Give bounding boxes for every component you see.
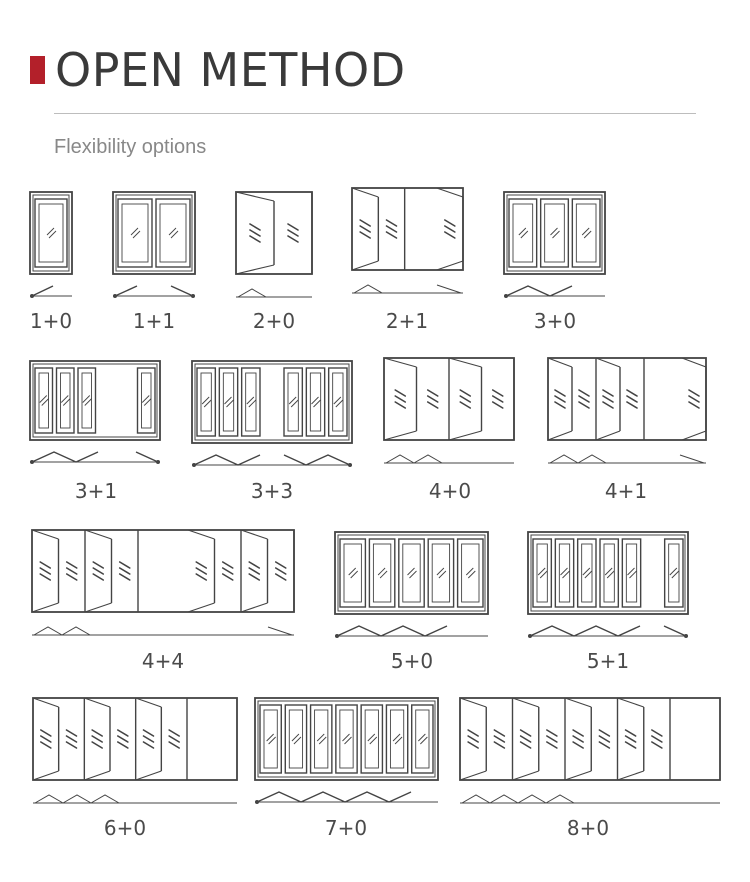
option-1-plus-0 — [30, 192, 72, 333]
option-4-plus-4 — [32, 530, 294, 673]
hinge-dot — [684, 634, 688, 638]
glass-pane — [340, 710, 353, 768]
glass-hatch — [579, 402, 589, 408]
option-5-plus-0 — [335, 532, 488, 673]
glass-pane — [315, 710, 328, 768]
glass-hatch — [493, 390, 503, 396]
panel-fold-edge — [565, 771, 591, 780]
door-frame-inner — [33, 195, 69, 271]
glass-hatch — [493, 402, 503, 408]
glass-hatch — [41, 736, 51, 742]
door-leaf — [306, 368, 324, 436]
panel-fold-edge — [32, 603, 59, 612]
glass-hatch — [689, 390, 699, 396]
glass-hatch — [276, 562, 286, 568]
panel-fold-edge — [236, 265, 274, 274]
panel-fold-edge — [384, 358, 417, 367]
door-frame-inner — [338, 535, 485, 611]
option-1-plus-1 — [113, 192, 195, 333]
glass-hatch — [626, 742, 636, 748]
glass-hatch — [395, 402, 405, 408]
door-leaf — [361, 705, 382, 773]
glass-hatch — [573, 736, 583, 742]
glass-hatch — [92, 736, 102, 742]
glass-hatch — [67, 736, 77, 742]
glass-hatch — [428, 402, 438, 408]
door-leaf — [197, 368, 215, 436]
glass-pane — [576, 204, 596, 262]
glass-hatch — [521, 736, 531, 742]
door-leaf — [138, 368, 156, 433]
glass-hatch — [118, 736, 128, 742]
door-leaf — [555, 539, 573, 607]
glass-hatch — [547, 736, 557, 742]
glass-pane — [416, 710, 429, 768]
glass-hatch — [41, 730, 51, 736]
glass-hatch — [689, 396, 699, 402]
glass-hatch — [67, 574, 77, 580]
panel-fold-edge — [565, 698, 591, 707]
glass-hatch — [40, 574, 50, 580]
glass-hatch — [395, 390, 405, 396]
glass-hatch — [573, 742, 583, 748]
hinge-dot — [156, 460, 160, 464]
glass-hatch — [288, 236, 298, 242]
hinge-dot — [191, 294, 195, 298]
panel-fold-edge — [682, 431, 706, 440]
door-leaf — [311, 705, 332, 773]
glass-pane — [289, 710, 302, 768]
door-leaf — [578, 539, 596, 607]
glass-hatch — [144, 736, 154, 742]
fold-symbol — [35, 795, 63, 803]
fold-symbol — [414, 455, 442, 463]
glass-hatch — [93, 562, 103, 568]
glass-hatch — [92, 730, 102, 736]
hinge-dot — [30, 460, 34, 464]
door-leaf — [336, 705, 357, 773]
panel-fold-edge — [241, 530, 268, 539]
hinge-symbol — [506, 286, 572, 296]
panel-fold-edge — [241, 603, 268, 612]
door-frame — [352, 188, 463, 270]
glass-hatch — [118, 730, 128, 736]
hinge-dot — [504, 294, 508, 298]
option-3-plus-1 — [30, 361, 160, 503]
panel-fold-edge — [437, 188, 463, 197]
glass-hatch — [250, 224, 260, 230]
panel-fold-edge — [84, 698, 110, 707]
option-2-plus-0 — [236, 192, 312, 333]
door-frame-inner — [531, 535, 685, 611]
glass-hatch — [250, 236, 260, 242]
hinge-symbol — [284, 455, 350, 465]
glass-hatch — [603, 390, 613, 396]
glass-hatch — [555, 402, 565, 408]
door-leaf — [118, 199, 152, 267]
glass-hatch — [521, 742, 531, 748]
glass-hatch — [360, 226, 370, 232]
fold-symbol — [490, 795, 518, 803]
door-leaf — [533, 539, 551, 607]
option-label: 4+4 — [141, 649, 185, 673]
door-leaf — [242, 368, 260, 436]
option-label: 4+1 — [604, 479, 648, 503]
panel-fold-edge — [618, 698, 644, 707]
glass-hatch — [360, 232, 370, 238]
option-8-plus-0 — [460, 698, 720, 840]
glass-hatch — [249, 562, 259, 568]
glass-hatch — [223, 562, 233, 568]
panel-fold-edge — [33, 698, 59, 707]
option-label: 1+0 — [29, 309, 73, 333]
fold-symbol — [462, 795, 490, 803]
glass-hatch — [169, 736, 179, 742]
panel-fold-edge — [84, 771, 110, 780]
glass-hatch — [67, 730, 77, 736]
panel-fold-edge — [236, 192, 274, 201]
fold-symbol — [550, 455, 578, 463]
glass-pane — [545, 204, 565, 262]
panel-fold-edge — [352, 188, 378, 197]
glass-hatch — [223, 568, 233, 574]
panel-fold-edge — [460, 771, 486, 780]
glass-hatch — [196, 562, 206, 568]
panel-fold-edge — [682, 358, 706, 367]
glass-hatch — [169, 730, 179, 736]
door-leaf — [35, 368, 53, 433]
fold-symbol — [34, 627, 62, 635]
glass-hatch — [276, 568, 286, 574]
glass-hatch — [494, 742, 504, 748]
option-label: 1+1 — [132, 309, 176, 333]
glass-hatch — [626, 736, 636, 742]
option-label: 3+1 — [74, 479, 118, 503]
glass-hatch — [196, 568, 206, 574]
hinge-symbol — [530, 626, 640, 636]
glass-hatch — [555, 396, 565, 402]
option-3-plus-3 — [192, 361, 352, 503]
option-label: 8+0 — [566, 816, 610, 840]
fold-symbol — [578, 455, 606, 463]
glass-hatch — [599, 742, 609, 748]
panel-fold-edge — [513, 771, 539, 780]
glass-pane — [513, 204, 533, 262]
door-leaf — [284, 368, 302, 436]
panel-fold-edge — [513, 698, 539, 707]
glass-hatch — [627, 390, 637, 396]
panel-fold-edge — [33, 771, 59, 780]
glass-hatch — [445, 220, 455, 226]
page-subtitle: Flexibility options — [54, 136, 207, 158]
option-4-plus-1 — [548, 358, 706, 503]
glass-hatch — [120, 574, 130, 580]
glass-hatch — [428, 396, 438, 402]
glass-hatch — [599, 736, 609, 742]
glass-pane — [160, 204, 186, 262]
panel-fold-edge — [548, 358, 572, 367]
hinge-symbol — [171, 286, 193, 296]
door-frame-inner — [258, 701, 435, 777]
door-leaf — [600, 539, 618, 607]
glass-pane — [403, 544, 420, 602]
glass-hatch — [395, 396, 405, 402]
glass-hatch — [92, 742, 102, 748]
glass-hatch — [579, 396, 589, 402]
page-title: OPEN METHOD — [55, 43, 406, 97]
glass-pane — [344, 544, 361, 602]
glass-hatch — [460, 402, 470, 408]
fold-symbol — [437, 285, 461, 293]
glass-hatch — [493, 396, 503, 402]
panel-fold-edge — [384, 431, 417, 440]
panel-fold-edge — [437, 261, 463, 270]
panel-fold-edge — [449, 431, 482, 440]
option-label: 3+0 — [533, 309, 577, 333]
fold-symbol — [386, 455, 414, 463]
glass-pane — [264, 710, 277, 768]
glass-hatch — [67, 742, 77, 748]
panel-fold-edge — [618, 771, 644, 780]
panel-fold-edge — [136, 771, 162, 780]
hinge-symbol — [115, 286, 137, 296]
glass-hatch — [521, 730, 531, 736]
hinge-dot — [255, 800, 259, 804]
glass-hatch — [573, 730, 583, 736]
glass-hatch — [360, 220, 370, 226]
fold-symbol — [518, 795, 546, 803]
door-leaf — [78, 368, 96, 433]
hinge-dot — [192, 463, 196, 467]
glass-pane — [39, 204, 63, 262]
door-leaf — [156, 199, 190, 267]
glass-hatch — [196, 574, 206, 580]
glass-hatch — [445, 226, 455, 232]
glass-pane — [432, 544, 449, 602]
option-label: 5+0 — [390, 649, 434, 673]
panel-fold-edge — [32, 530, 59, 539]
glass-hatch — [627, 402, 637, 408]
fold-symbol — [62, 627, 90, 635]
panel-fold-edge — [548, 431, 572, 440]
hinge-symbol — [337, 626, 447, 636]
glass-hatch — [460, 390, 470, 396]
door-leaf — [35, 199, 67, 267]
glass-hatch — [120, 562, 130, 568]
glass-hatch — [468, 742, 478, 748]
hinge-symbol — [32, 286, 53, 296]
glass-hatch — [599, 730, 609, 736]
glass-hatch — [689, 402, 699, 408]
option-2-plus-1 — [352, 188, 463, 333]
option-label: 3+3 — [250, 479, 294, 503]
glass-hatch — [603, 402, 613, 408]
fold-symbol — [680, 455, 704, 463]
panel-fold-edge — [188, 603, 215, 612]
glass-hatch — [468, 736, 478, 742]
door-leaf — [285, 705, 306, 773]
glass-hatch — [547, 742, 557, 748]
fold-symbol — [354, 285, 382, 293]
hinge-dot — [30, 294, 34, 298]
door-leaf — [665, 539, 683, 607]
glass-hatch — [387, 232, 397, 238]
glass-hatch — [652, 730, 662, 736]
glass-hatch — [387, 226, 397, 232]
glass-hatch — [445, 232, 455, 238]
glass-hatch — [579, 390, 589, 396]
option-label: 6+0 — [103, 816, 147, 840]
panel-fold-edge — [596, 358, 620, 367]
glass-hatch — [93, 574, 103, 580]
door-leaf — [219, 368, 237, 436]
glass-hatch — [249, 574, 259, 580]
glass-hatch — [428, 390, 438, 396]
glass-hatch — [93, 568, 103, 574]
glass-hatch — [276, 574, 286, 580]
glass-hatch — [468, 730, 478, 736]
option-5-plus-1 — [528, 532, 688, 673]
door-leaf — [412, 705, 433, 773]
glass-pane — [365, 710, 378, 768]
glass-hatch — [67, 562, 77, 568]
glass-hatch — [555, 390, 565, 396]
door-frame-inner — [116, 195, 192, 271]
glass-hatch — [144, 730, 154, 736]
door-leaf — [622, 539, 640, 607]
glass-hatch — [120, 568, 130, 574]
fold-symbol — [63, 795, 91, 803]
hinge-dot — [348, 463, 352, 467]
glass-hatch — [249, 568, 259, 574]
panel-fold-edge — [449, 358, 482, 367]
door-frame-inner — [195, 364, 349, 440]
panel-fold-edge — [136, 698, 162, 707]
glass-hatch — [387, 220, 397, 226]
option-label: 2+0 — [252, 309, 296, 333]
glass-hatch — [494, 730, 504, 736]
option-3-plus-0 — [504, 192, 605, 333]
door-leaf — [57, 368, 75, 433]
glass-hatch — [223, 574, 233, 580]
hinge-symbol — [32, 452, 98, 462]
glass-hatch — [250, 230, 260, 236]
glass-hatch — [40, 568, 50, 574]
option-label: 7+0 — [324, 816, 368, 840]
door-leaf — [260, 705, 281, 773]
option-6-plus-0 — [33, 698, 237, 840]
option-4-plus-0 — [384, 358, 514, 503]
hinge-dot — [528, 634, 532, 638]
fold-symbol — [238, 289, 266, 297]
panel-fold-edge — [352, 261, 378, 270]
option-label: 5+1 — [586, 649, 630, 673]
panel-fold-edge — [596, 431, 620, 440]
glass-hatch — [144, 742, 154, 748]
option-7-plus-0 — [255, 698, 438, 840]
hinge-symbol — [664, 626, 686, 636]
glass-pane — [462, 544, 479, 602]
glass-hatch — [288, 230, 298, 236]
glass-hatch — [118, 742, 128, 748]
glass-hatch — [288, 224, 298, 230]
fold-symbol — [91, 795, 119, 803]
fold-symbol — [546, 795, 574, 803]
option-label: 2+1 — [385, 309, 429, 333]
panel-fold-edge — [460, 698, 486, 707]
hinge-symbol — [136, 452, 158, 462]
glass-pane — [122, 204, 148, 262]
hinge-symbol — [257, 792, 411, 802]
door-leaf — [386, 705, 407, 773]
glass-hatch — [494, 736, 504, 742]
hinge-dot — [113, 294, 117, 298]
glass-pane — [390, 710, 403, 768]
glass-hatch — [41, 742, 51, 748]
glass-hatch — [652, 742, 662, 748]
hinge-symbol — [194, 455, 260, 465]
glass-hatch — [627, 396, 637, 402]
glass-hatch — [652, 736, 662, 742]
glass-hatch — [67, 568, 77, 574]
glass-hatch — [603, 396, 613, 402]
option-label: 4+0 — [428, 479, 472, 503]
panel-fold-edge — [85, 603, 112, 612]
glass-hatch — [169, 742, 179, 748]
fold-symbol — [268, 627, 292, 635]
glass-hatch — [460, 396, 470, 402]
door-leaf — [329, 368, 347, 436]
glass-hatch — [626, 730, 636, 736]
panel-fold-edge — [85, 530, 112, 539]
hinge-dot — [335, 634, 339, 638]
glass-hatch — [547, 730, 557, 736]
glass-hatch — [40, 562, 50, 568]
panel-fold-edge — [188, 530, 215, 539]
glass-pane — [373, 544, 390, 602]
